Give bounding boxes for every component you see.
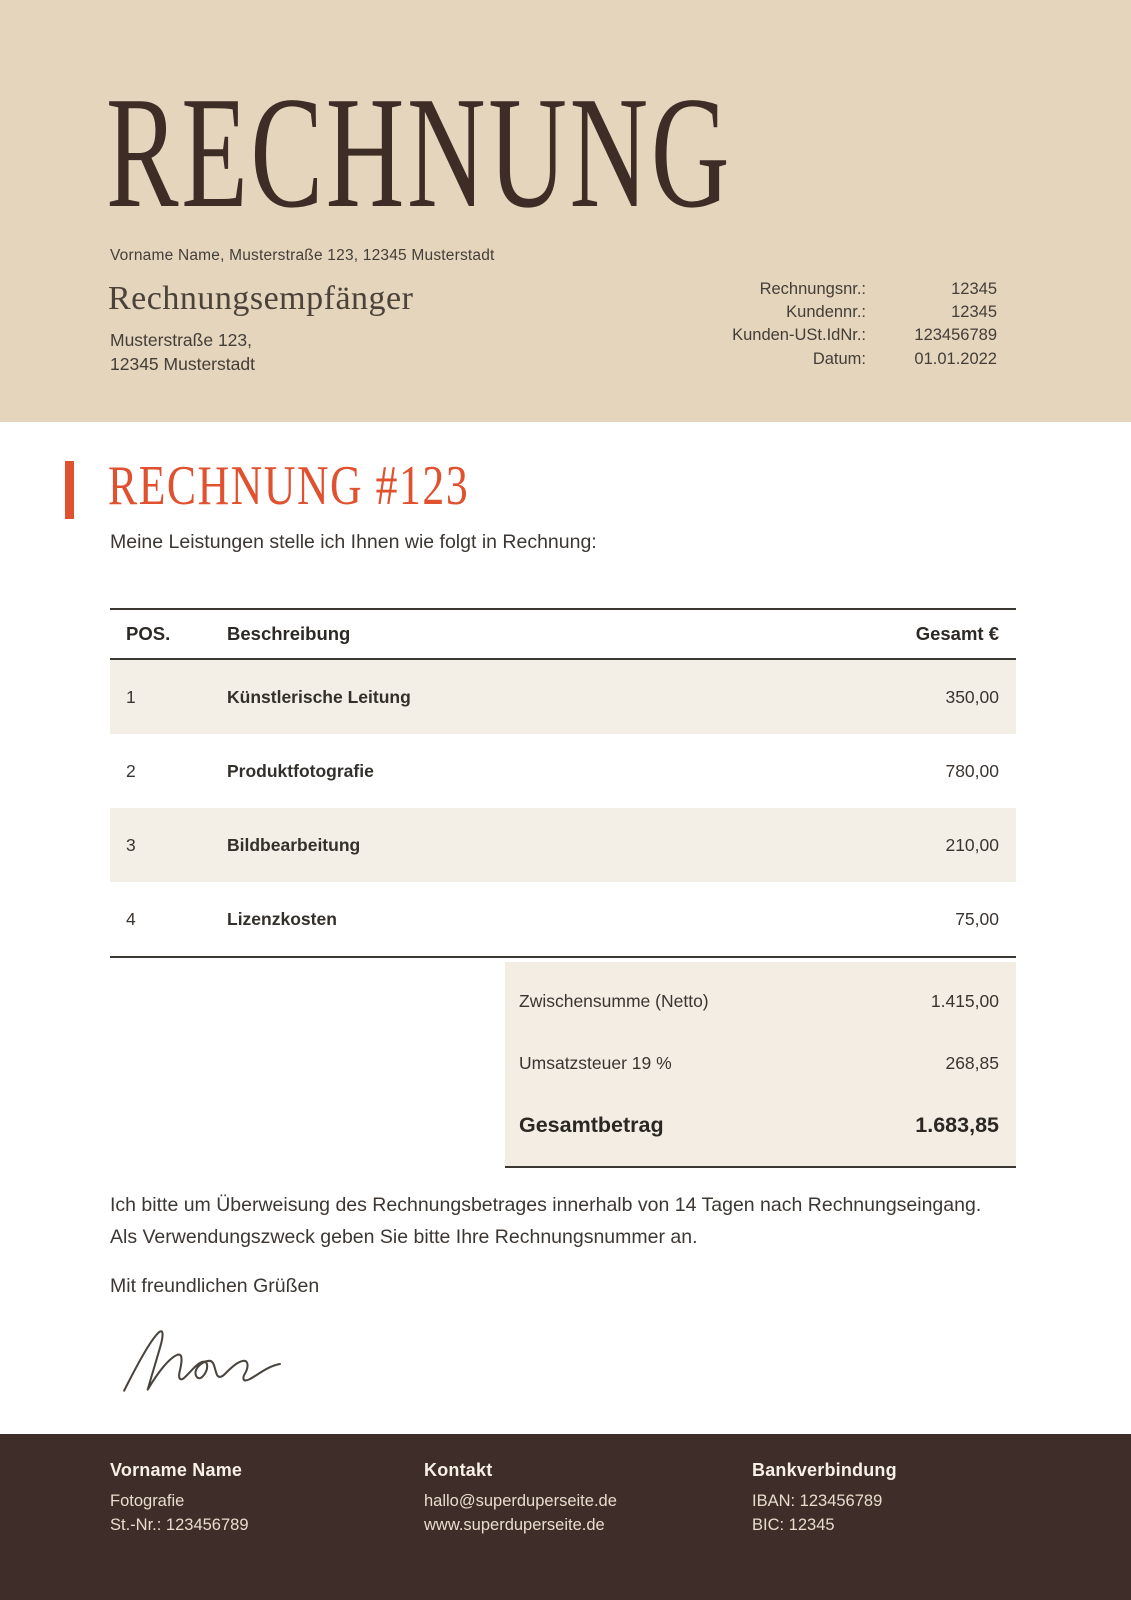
footer-heading: Kontakt — [424, 1460, 493, 1480]
item-position: 1 — [126, 686, 136, 707]
summary-box — [505, 962, 1016, 1168]
footer-website: www.superduperseite.de — [424, 1515, 605, 1534]
accent-bar — [65, 461, 74, 519]
meta-value: 01.01.2022 — [914, 349, 997, 368]
item-total: 780,00 — [945, 760, 999, 781]
line-items-table — [110, 608, 1016, 958]
summary-value: 268,85 — [945, 1052, 999, 1073]
item-description: Produktfotografie — [227, 760, 374, 781]
footer-line: St.-Nr.: 123456789 — [110, 1515, 249, 1534]
meta-row-customer-vat-id — [577, 326, 997, 349]
invoice-footer — [0, 1434, 1131, 1600]
footer-column-bank — [752, 1460, 897, 1537]
footer-line: Fotografie — [110, 1492, 185, 1510]
meta-label: Kunden-USt.IdNr.: — [732, 326, 866, 345]
meta-value: 12345 — [951, 303, 997, 322]
item-description: Künstlerische Leitung — [227, 686, 411, 707]
item-total: 75,00 — [955, 908, 999, 929]
table-row — [110, 882, 1016, 956]
footer-iban: IBAN: 123456789 — [752, 1492, 883, 1510]
intro-text: Meine Leistungen stelle ich Ihnen wie folgt in Rechnung: — [110, 531, 597, 553]
payment-terms-text: Ich bitte um Überweisung des Rechnungsbetrages innerhalb von 14 Tagen nach Rechnungseingang. Als Verwendungszweck geben Sie bitte Ihre Rechnungsnummer an. — [110, 1194, 982, 1248]
summary-row-vat — [519, 1032, 999, 1094]
footer-heading: Vorname Name — [110, 1460, 243, 1480]
meta-label: Rechnungsnr.: — [759, 280, 866, 298]
item-total: 350,00 — [945, 686, 999, 707]
item-position: 2 — [126, 760, 136, 781]
meta-row-date — [577, 350, 997, 373]
meta-row-customer-number — [577, 303, 997, 326]
meta-value: 123456789 — [914, 326, 997, 345]
table-body — [110, 660, 1016, 958]
item-description: Bildbearbeitung — [227, 834, 361, 855]
invoice-header — [0, 0, 1131, 422]
page-title: RECHNUNG — [106, 63, 733, 241]
table-row — [110, 660, 1016, 734]
footer-column-owner — [110, 1460, 249, 1537]
salutation-text: Mit freundlichen Grüßen — [110, 1275, 320, 1297]
footer-bic: BIC: 12345 — [752, 1515, 835, 1534]
table-header-row — [110, 608, 1016, 660]
summary-row-grand-total — [519, 1094, 999, 1156]
column-header-description: Beschreibung — [227, 623, 351, 644]
footer-heading: Bankverbindung — [752, 1460, 897, 1480]
grand-total-label: Gesamtbetrag — [519, 1112, 664, 1137]
column-header-total: Gesamt € — [915, 623, 999, 644]
item-position: 4 — [126, 908, 136, 929]
table-row — [110, 808, 1016, 882]
summary-label: Umsatzsteuer 19 % — [519, 1052, 672, 1073]
meta-label: Datum: — [812, 349, 866, 368]
invoice-meta-block — [577, 280, 997, 373]
meta-label: Kundennr.: — [786, 303, 866, 322]
table-row — [110, 734, 1016, 808]
recipient-street: Musterstraße 123, — [110, 330, 252, 350]
sender-address-line: Vorname Name, Musterstraße 123, 12345 Musterstadt — [110, 247, 495, 264]
recipient-heading: Rechnungsempfänger — [108, 280, 414, 317]
recipient-city: 12345 Musterstadt — [110, 354, 255, 374]
footer-email: hallo@superduperseite.de — [424, 1492, 617, 1510]
invoice-number-heading: RECHNUNG #123 — [108, 455, 470, 517]
grand-total-value: 1.683,85 — [915, 1112, 999, 1137]
item-description: Lizenzkosten — [227, 908, 337, 929]
meta-value: 12345 — [951, 280, 997, 298]
summary-value: 1.415,00 — [930, 990, 999, 1011]
signature — [118, 1322, 323, 1406]
summary-row-subtotal — [519, 970, 999, 1032]
item-total: 210,00 — [945, 834, 999, 855]
summary-label: Zwischensumme (Netto) — [519, 990, 709, 1011]
footer-column-contact — [424, 1460, 617, 1537]
meta-row-invoice-number — [577, 280, 997, 303]
column-header-pos: POS. — [126, 623, 171, 644]
item-position: 3 — [126, 834, 136, 855]
signature-stroke — [118, 1322, 323, 1406]
